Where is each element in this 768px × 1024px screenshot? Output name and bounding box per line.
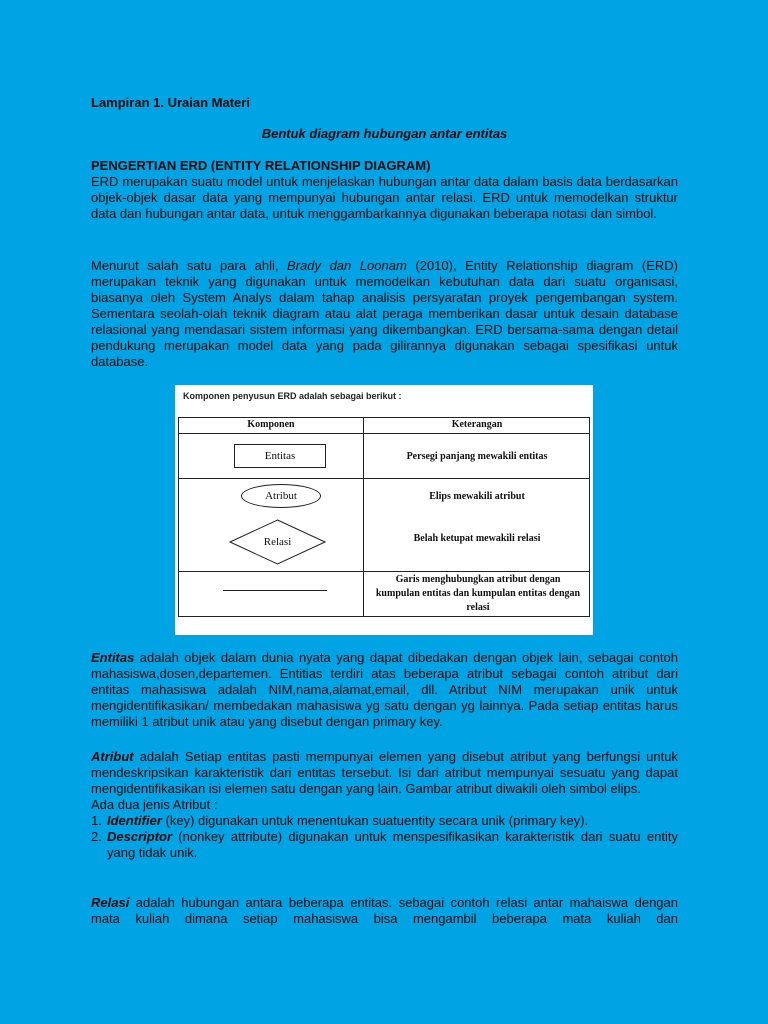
table-column-divider <box>363 418 364 616</box>
paragraph-lead: Menurut salah satu para ahli, <box>91 258 288 273</box>
term-atribut: Atribut <box>91 749 134 764</box>
list-item <box>91 829 678 861</box>
list-text <box>107 829 678 861</box>
entity-rectangle-shape: Entitas <box>234 444 326 468</box>
term-entitas: Entitas <box>91 650 135 665</box>
components-table <box>178 417 590 617</box>
section-relation <box>91 895 678 927</box>
list-item <box>91 813 678 829</box>
section-attribute <box>91 749 678 861</box>
list-text <box>107 813 678 829</box>
page-title: Lampiran 1. Uraian Materi <box>91 95 250 110</box>
section-paragraph <box>91 749 678 797</box>
definition-text: adalah objek dalam dunia nyata yang dapat dibedakan dengan objek lain, sebagai contoh mahasiswa,dosen,departemen. Entitias terdiri atas beberapa atribut sebagai contoh atribut dari entitas mahasiswa adalah NIM,nama,alamat,email, dll. Atribut NIM merupakan unik untuk mengidentifikasikan/ membedakan mahasiswa yg satu dengan yg lainnya. Pada setiap entitas harus memiliki 1 atribut unik atau yang disebut dengan primary key. <box>91 650 678 729</box>
term-descriptor: Descriptor <box>107 829 173 844</box>
section-expert-opinion <box>91 258 678 370</box>
paragraph-rest: (2010), Entity Relationship diagram (ERD) merupakan teknik yang digunakan untuk memodelkan kebutuhan data dari suatu organisasi, biasanya oleh System Analys dalam tahap analisis persyaratan proyek pengembangan system. Sementara seolah-olah teknik diagram atau alat peraga memberikan dasar untuk desain database relasional yang mendasari sistem informasi yang dikembangkan. ERD bersama-sama dengan detail pendukung merupakan model data yang pada gilirannya digunakan sebagai spesifikasi untuk database. <box>91 258 678 369</box>
definition-text: adalah Setiap entitas pasti mempunyai elemen yang disebut atribut yang berfungsi untuk mendeskripsikan karakteristik dari entitas tersebut. Isi dari atribut mempunyai sesuatu yang dapat mengidentifikasikan isi elemen satu dengan yang lain. Gambar atribut diwakili oleh simbol elips. <box>91 749 678 796</box>
figure-caption: Komponen penyusun ERD adalah sebagai berikut : <box>183 391 402 401</box>
attribute-types-intro: Ada dua jenis Atribut : <box>91 797 218 812</box>
connector-description: Garis menghubungkan atribut dengan kumpulan entitas dan kumpulan entitas dengan relasi <box>375 574 581 613</box>
column-header-description: Keterangan <box>451 419 503 430</box>
relation-label: Relasi <box>263 536 292 548</box>
page-subtitle: Bentuk diagram hubungan antar entitas <box>261 126 508 141</box>
attribute-description: Elips mewakili atribut <box>429 491 525 502</box>
list-body: (nonkey attribute) digunakan untuk menspesifikasikan karakteristik dari suatu entity yang tidak unik. <box>107 829 678 860</box>
list-number: 2. <box>91 829 102 844</box>
author-names: Brady dan Loonam <box>287 258 407 273</box>
column-header-component: Komponen <box>247 419 295 430</box>
term-relasi: Relasi <box>91 895 130 910</box>
section-entity <box>91 650 678 730</box>
erd-components-figure <box>175 385 593 635</box>
table-row-divider <box>179 478 589 479</box>
section-erd-definition <box>91 158 678 222</box>
section-paragraph <box>91 650 678 730</box>
attribute-ellipse-shape: Atribut <box>241 484 321 508</box>
section-heading: PENGERTIAN ERD (ENTITY RELATIONSHIP DIAGRAM) <box>91 158 431 173</box>
section-paragraph <box>91 895 678 927</box>
term-identifier: Identifier <box>107 813 162 828</box>
table-row-divider <box>179 571 589 572</box>
definition-text: adalah hubungan antara beberapa entitas. sebagai contoh relasi antar mahaiswa dengan mata kuliah dimana setiap mahasiswa bisa mengambil beberapa mata kuliah dan <box>91 895 678 926</box>
relation-description: Belah ketupat mewakili relasi <box>413 533 541 544</box>
entity-description: Persegi panjang mewakili entitas <box>406 451 548 462</box>
list-number: 1. <box>91 813 102 828</box>
section-paragraph: ERD merupakan suatu model untuk menjelaskan hubungan antar data dalam basis data berdasarkan objek-objek dasar data yang mempunyai hubungan antar relasi. ERD untuk memodelkan struktur data dan hubungan antar data, untuk menggambarkannya digunakan beberapa notasi dan simbol. <box>91 174 678 221</box>
list-body: (key) digunakan untuk menentukan suatuentity secara unik (primary key). <box>161 813 589 828</box>
section-paragraph <box>91 258 678 370</box>
table-header-divider <box>179 433 589 434</box>
connector-line-shape <box>223 590 327 591</box>
